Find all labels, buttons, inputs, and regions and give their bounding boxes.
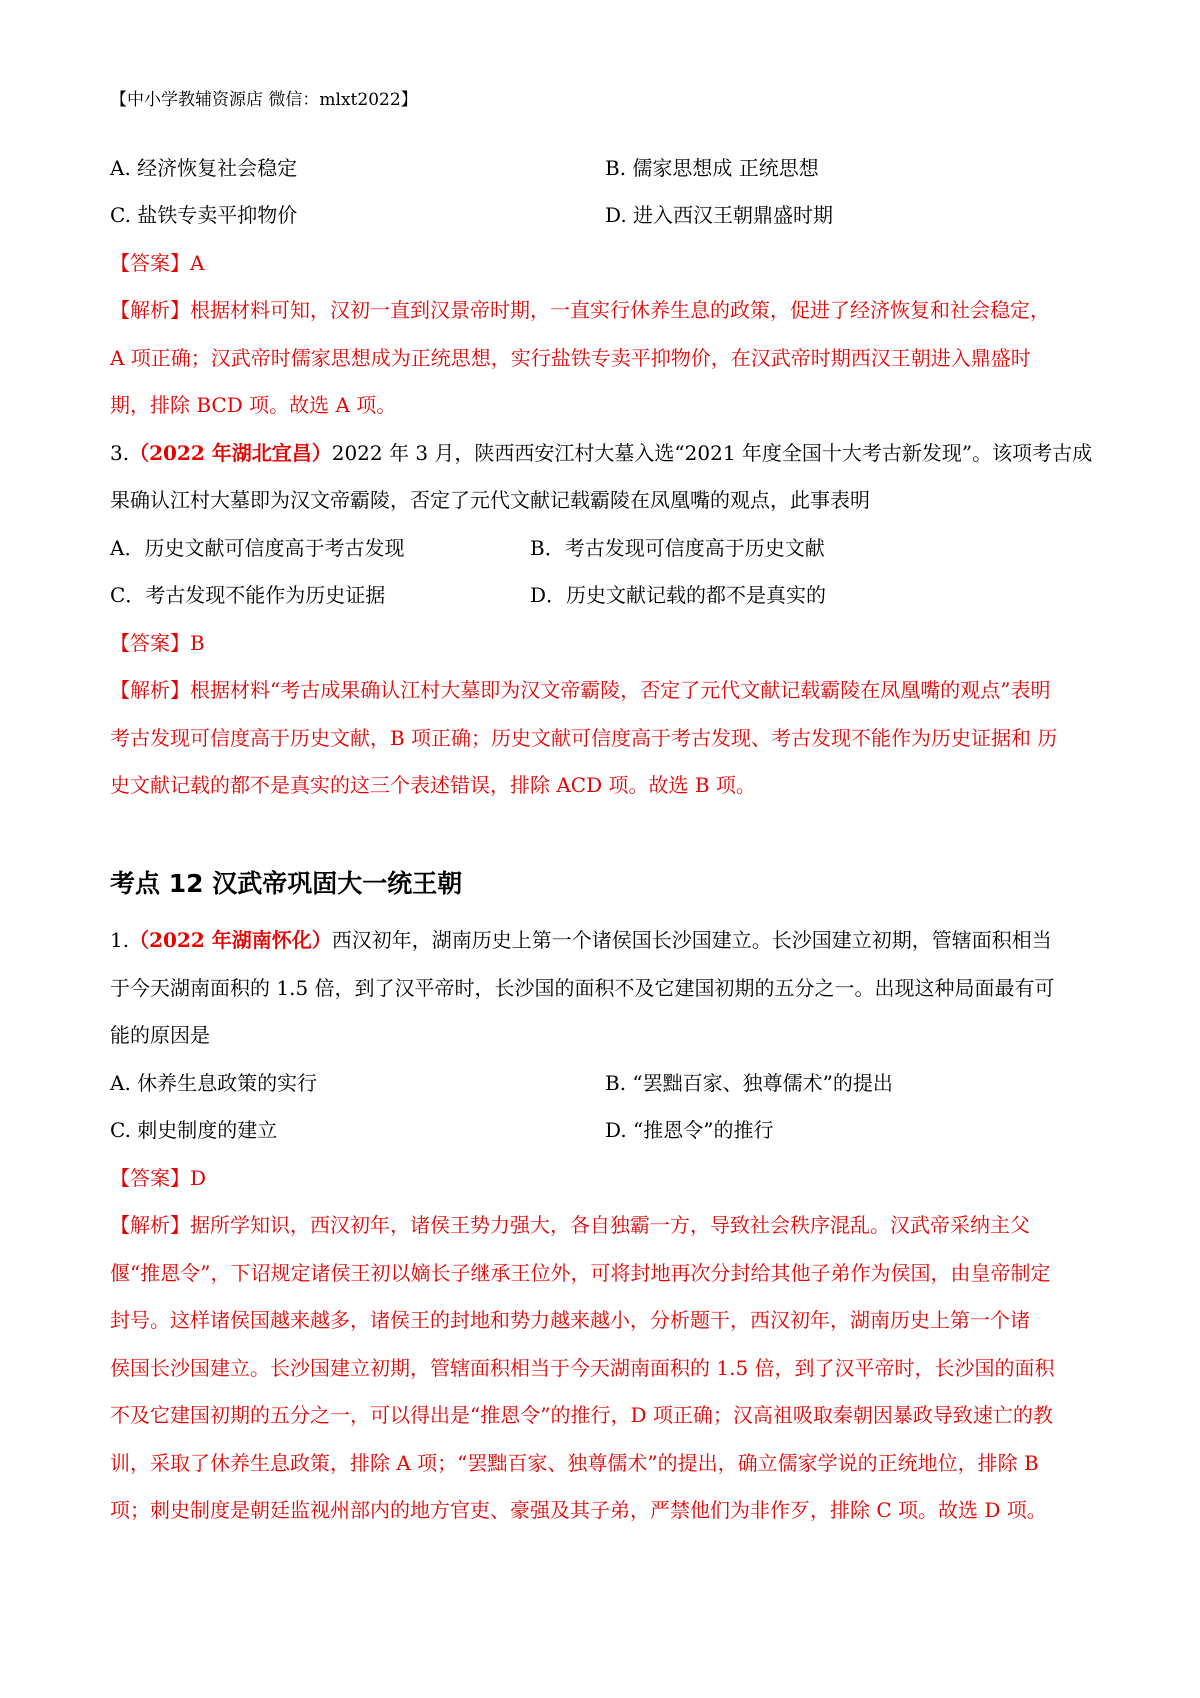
question-source: （2022 年湖南怀化） bbox=[129, 928, 332, 952]
q2-answer bbox=[110, 249, 204, 277]
q3-option-c: C．考古发现不能作为历史证据 bbox=[110, 583, 386, 607]
q1-analysis-line-3: 封号。这样诸侯国越来越多，诸侯王的封地和势力越来越小，分析题干，西汉初年，湖南历史上第一个诸 bbox=[110, 1308, 1030, 1332]
q2-analysis-line-1 bbox=[110, 296, 1050, 324]
q3-analysis-line-2: 考古发现可信度高于历史文献，B 项正确；历史文献可信度高于考古发现、考古发现不能作为历史证据和 历 bbox=[110, 726, 1058, 750]
q1-answer bbox=[110, 1164, 206, 1192]
answer-value: B bbox=[190, 631, 205, 655]
stem-text: 西汉初年，湖南历史上第一个诸侯国长沙国建立。长沙国建立初期，管辖面积相当 bbox=[331, 928, 1052, 952]
q1-analysis-line-6: 训，采取了休养生息政策，排除 A 项；“罢黜百家、独尊儒术”的提出，确立儒家学说的正统地位，排除 B bbox=[110, 1451, 1039, 1475]
answer-label: 【答案】 bbox=[110, 251, 190, 275]
q2-option-b: B. 儒家思想成 正统思想 bbox=[605, 156, 819, 180]
q3-option-a: A．历史文献可信度高于考古发现 bbox=[110, 536, 405, 560]
q1-option-c: C. 刺史制度的建立 bbox=[110, 1118, 278, 1142]
q1-analysis-line-7: 项；刺史制度是朝廷监视州部内的地方官吏、豪强及其子弟，严禁他们为非作歹，排除 C 项。故选 D 项。 bbox=[110, 1498, 1047, 1522]
q3-stem-line-1 bbox=[110, 439, 1092, 467]
analysis-text: 根据材料可知，汉初一直到汉景帝时期，一直实行休养生息的政策，促进了经济恢复和社会稳定， bbox=[190, 298, 1050, 322]
q1-analysis-line-1 bbox=[110, 1211, 1030, 1239]
analysis-label: 【解析】 bbox=[110, 678, 190, 702]
q3-analysis-line-3: 史文献记载的都不是真实的这三个表述错误，排除 ACD 项。故选 B 项。 bbox=[110, 773, 756, 797]
answer-label: 【答案】 bbox=[110, 1166, 190, 1190]
q3-analysis-line-1 bbox=[110, 676, 1050, 704]
question-number: 1. bbox=[110, 928, 130, 952]
q1-option-a: A. 休养生息政策的实行 bbox=[110, 1071, 318, 1095]
q2-analysis-line-3: 期，排除 BCD 项。故选 A 项。 bbox=[110, 393, 397, 417]
q3-option-b: B．考古发现可信度高于历史文献 bbox=[530, 536, 825, 560]
q1-analysis-line-4: 侯国长沙国建立。长沙国建立初期，管辖面积相当于今天湖南面积的 1.5 倍，到了汉平帝时，长沙国的面积 bbox=[110, 1356, 1055, 1380]
question-source: （2022 年湖北宜昌） bbox=[129, 441, 332, 465]
q2-option-c: C. 盐铁专卖平抑物价 bbox=[110, 203, 298, 227]
analysis-label: 【解析】 bbox=[110, 1213, 190, 1237]
q2-option-a: A. 经济恢复社会稳定 bbox=[110, 156, 298, 180]
q2-option-d: D. 进入西汉王朝鼎盛时期 bbox=[605, 203, 834, 227]
q3-stem-line-2: 果确认江村大墓即为汉文帝霸陵，否定了元代文献记载霸陵在凤凰嘴的观点，此事表明 bbox=[110, 488, 870, 512]
answer-label: 【答案】 bbox=[110, 631, 190, 655]
answer-value: A bbox=[190, 251, 205, 275]
analysis-text: 根据材料“考古成果确认江村大墓即为汉文帝霸陵，否定了元代文献记载霸陵在凤凰嘴的观点”表明 bbox=[190, 678, 1051, 702]
q3-answer bbox=[110, 629, 205, 657]
q1-stem-line-2: 于今天湖南面积的 1.5 倍，到了汉平帝时，长沙国的面积不及它建国初期的五分之一。出现这种局面最有可 bbox=[110, 976, 1055, 1000]
q2-analysis-line-2: A 项正确；汉武帝时儒家思想成为正统思想，实行盐铁专卖平抑物价，在汉武帝时期西汉王朝进入鼎盛时 bbox=[110, 346, 1031, 370]
stem-text: 2022 年 3 月，陕西西安江村大墓入选“2021 年度全国十大考古新发现”。该项考古成 bbox=[331, 441, 1093, 465]
q1-stem-line-1 bbox=[110, 926, 1052, 954]
q1-option-d: D. “推恩令”的推行 bbox=[605, 1118, 774, 1142]
q1-analysis-line-2: 偃“推恩令”，下诏规定诸侯王初以嫡长子继承王位外，可将封地再次分封给其他子弟作为侯国，由皇帝制定 bbox=[110, 1261, 1051, 1285]
section-title: 考点 12 汉武帝巩固大一统王朝 bbox=[110, 869, 463, 898]
q1-stem-line-3: 能的原因是 bbox=[110, 1023, 210, 1047]
analysis-text: 据所学知识，西汉初年，诸侯王势力强大，各自独霸一方，导致社会秩序混乱。汉武帝采纳主父 bbox=[190, 1213, 1030, 1237]
question-number: 3. bbox=[110, 441, 130, 465]
q1-option-b: B. “罢黜百家、独尊儒术”的提出 bbox=[605, 1071, 893, 1095]
shop-header: 【中小学教辅资源店 微信：mlxt2022】 bbox=[110, 90, 418, 110]
analysis-label: 【解析】 bbox=[110, 298, 190, 322]
answer-value: D bbox=[190, 1166, 207, 1190]
q1-analysis-line-5: 不及它建国初期的五分之一，可以得出是“推恩令”的推行，D 项正确；汉高祖吸取秦朝因暴政导致速亡的教 bbox=[110, 1403, 1053, 1427]
q3-option-d: D．历史文献记载的都不是真实的 bbox=[530, 583, 827, 607]
